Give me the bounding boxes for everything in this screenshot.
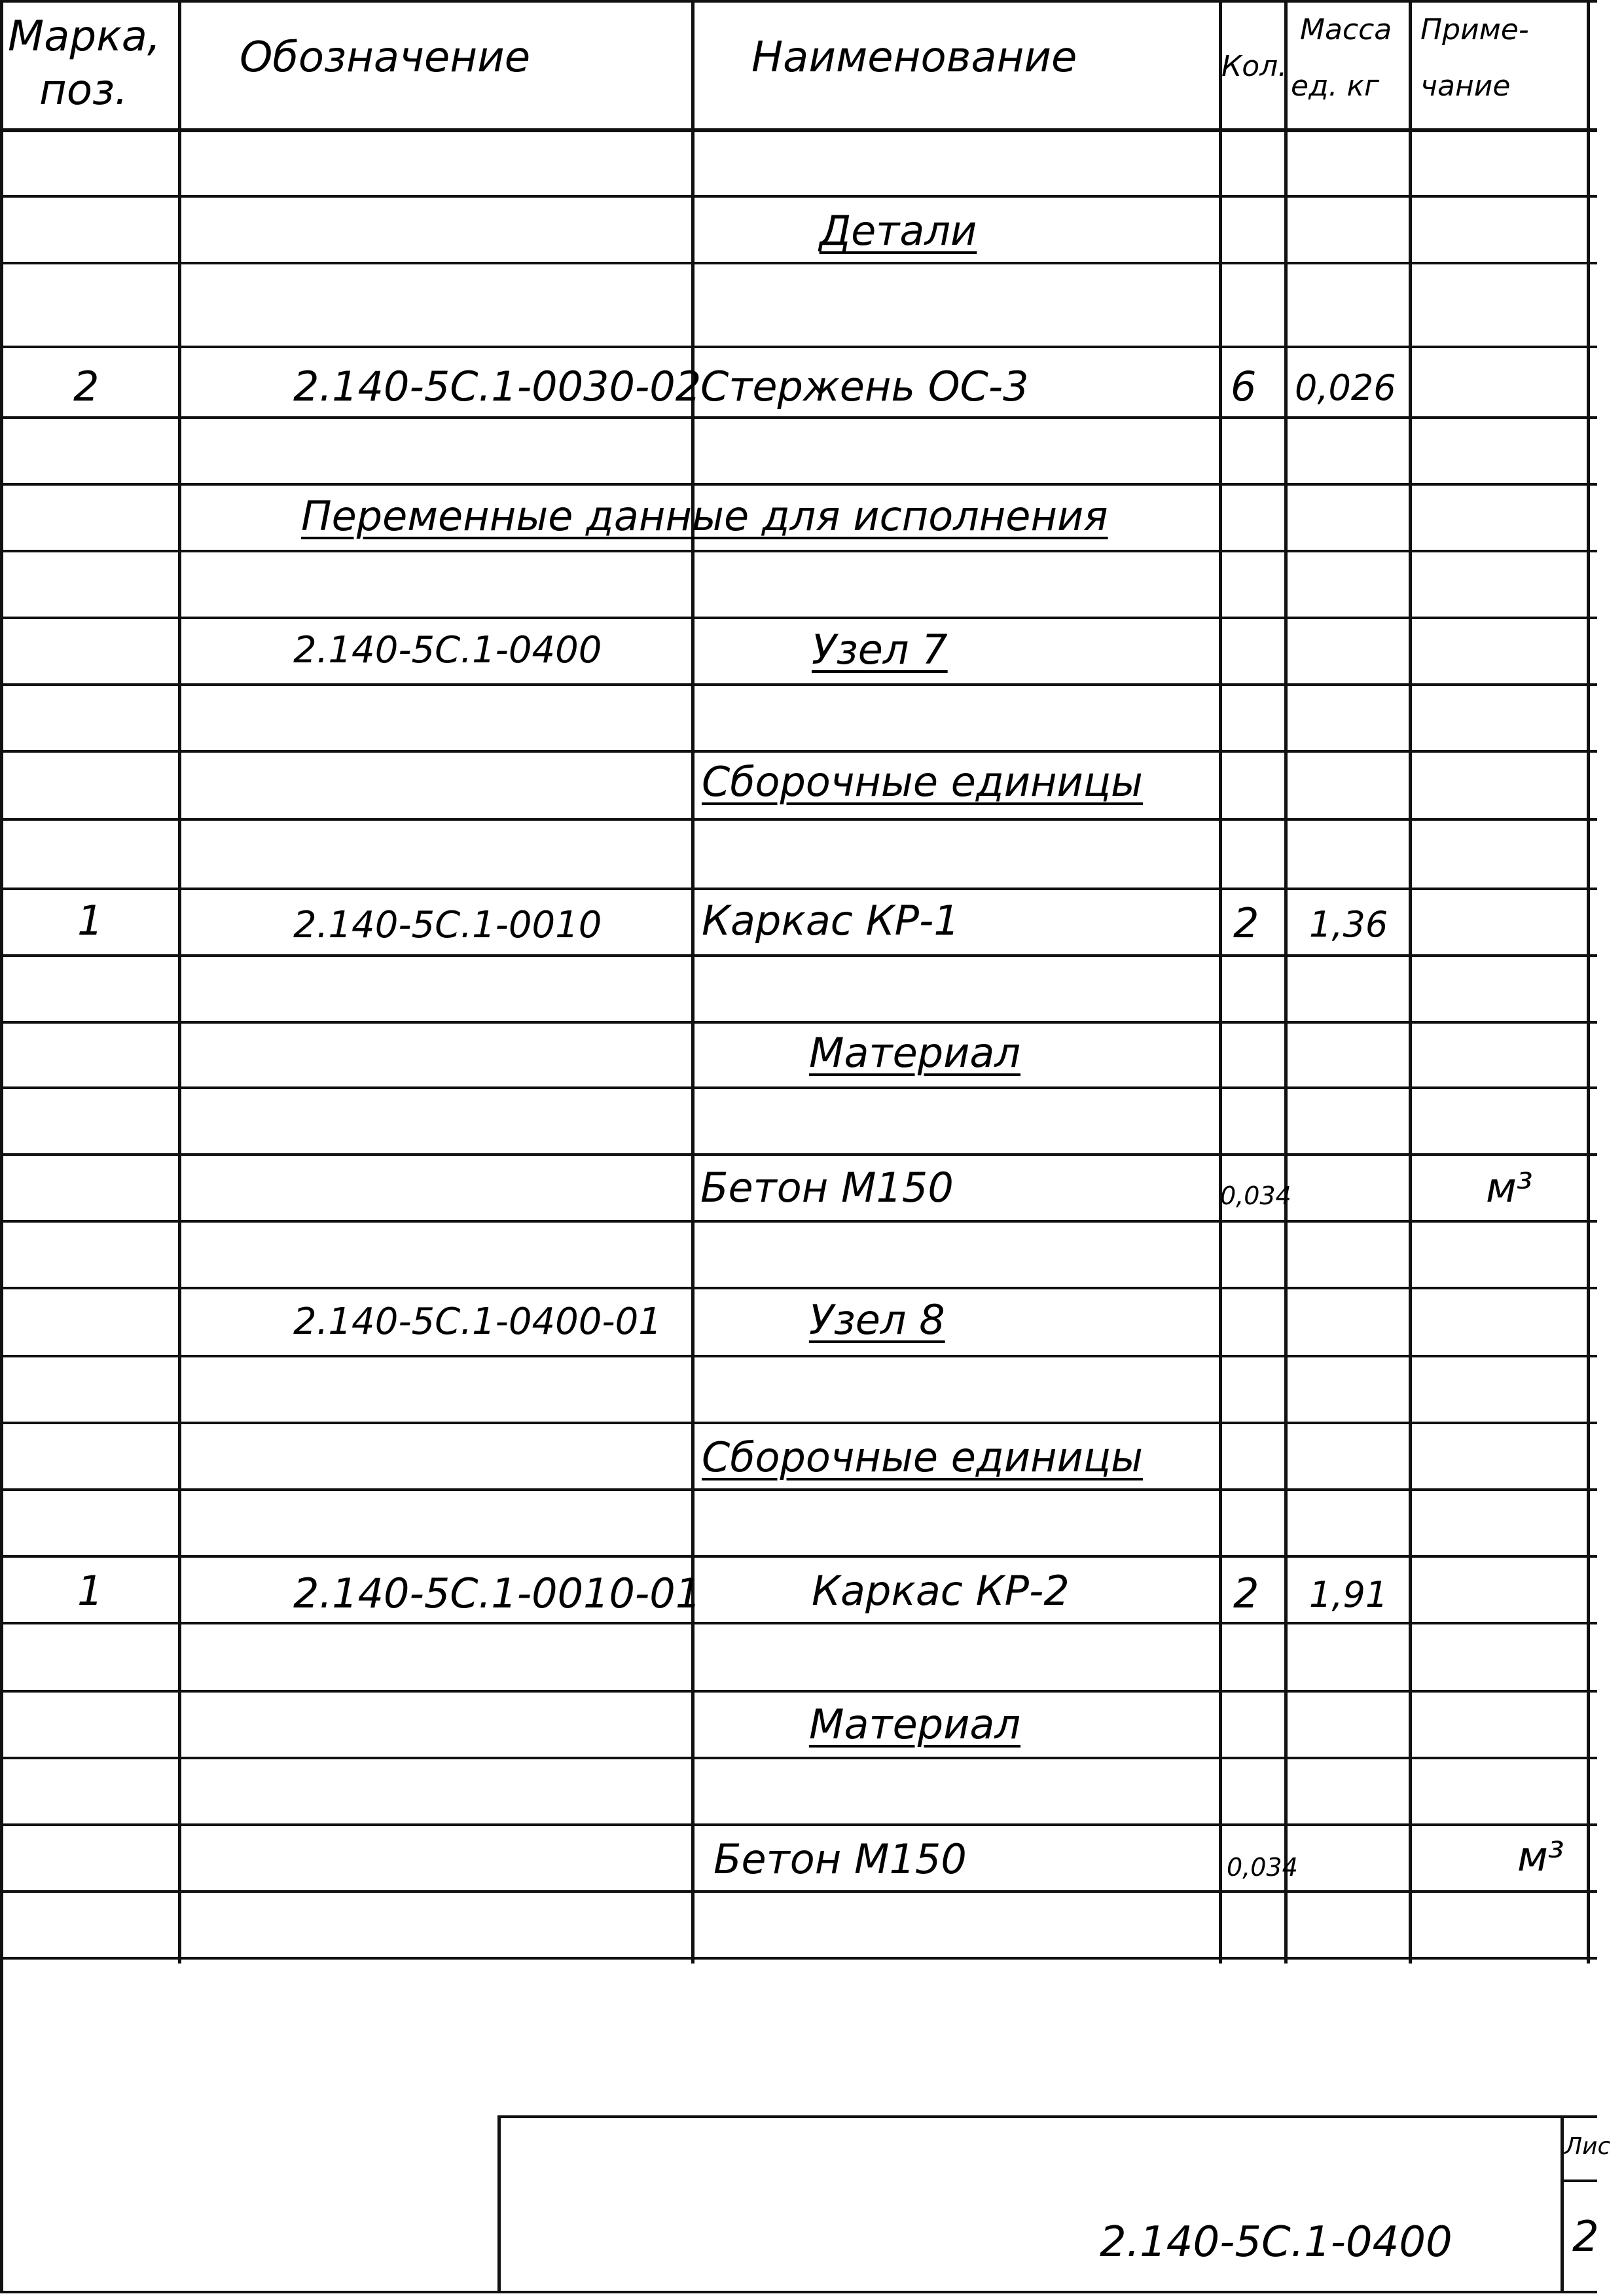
row-line	[0, 954, 1597, 957]
row-line	[0, 346, 1597, 348]
column-divider	[1409, 0, 1412, 1964]
column-divider	[178, 0, 181, 1964]
row-line	[0, 262, 1597, 264]
row-line	[0, 1355, 1597, 1357]
header-name: Наименование	[751, 33, 1077, 82]
row-line	[0, 617, 1597, 619]
title-block-sheet-number: 2	[1572, 2213, 1599, 2261]
row-line	[0, 1086, 1597, 1089]
row-line	[0, 683, 1597, 686]
row-line	[0, 1488, 1597, 1491]
node7-name: Узел 7	[812, 626, 948, 673]
r1-name: Стержень ОС-3	[700, 363, 1029, 410]
title-block-top	[497, 2115, 1597, 2118]
section-assembly-2: Сборочные единицы	[702, 1433, 1144, 1481]
section-assembly-1: Сборочные единицы	[702, 758, 1144, 806]
row-line	[0, 1422, 1597, 1424]
r2-mass: 1,36	[1309, 904, 1388, 945]
r4-pos: 1	[77, 1567, 103, 1615]
border-right	[1587, 0, 1590, 1964]
r2-qty: 2	[1233, 899, 1259, 947]
row-line	[0, 1021, 1597, 1024]
border-bottom	[0, 2291, 1597, 2293]
row-line	[0, 1220, 1597, 1223]
header-mark-pos-line1: Марка,	[8, 12, 161, 61]
header-mark-pos-line2: поз.	[39, 66, 128, 115]
r1-qty: 6	[1231, 363, 1257, 410]
header-qty: Кол.	[1221, 50, 1288, 83]
node8-designation: 2.140-5С.1-0400-01	[293, 1300, 662, 1343]
row-line	[0, 1555, 1597, 1558]
header-designation: Обозначение	[240, 33, 531, 82]
r4-name: Каркас КР-2	[812, 1567, 1070, 1615]
border-top	[0, 0, 1597, 3]
row-line	[0, 1957, 1597, 1960]
r2-designation: 2.140-5С.1-0010	[293, 904, 602, 946]
r1-mass: 0,026	[1295, 367, 1396, 408]
row-line	[0, 1823, 1597, 1826]
header-bottom-line	[0, 128, 1597, 132]
r1-pos: 2	[73, 363, 99, 410]
section-material-2: Материал	[809, 1700, 1021, 1748]
header-mass-line1: Масса	[1300, 13, 1392, 46]
node7-designation: 2.140-5С.1-0400	[293, 629, 602, 672]
row-line	[0, 750, 1597, 753]
r3-qty: 0,034	[1220, 1181, 1291, 1210]
r2-pos: 1	[77, 897, 103, 944]
section-material-1: Материал	[809, 1029, 1021, 1077]
r4-qty: 2	[1233, 1570, 1259, 1617]
r4-designation: 2.140-5С.1-0010-01	[293, 1570, 702, 1617]
column-divider	[691, 0, 695, 1964]
row-line	[0, 550, 1597, 552]
node8-name: Узел 8	[809, 1296, 945, 1344]
row-line	[0, 483, 1597, 486]
row-line	[0, 1622, 1597, 1624]
r5-note: м³	[1517, 1833, 1564, 1880]
r5-qty: 0,034	[1227, 1853, 1298, 1882]
row-line	[0, 1153, 1597, 1156]
r5-name: Бетон М150	[713, 1835, 967, 1883]
border-left	[0, 0, 3, 2293]
r4-mass: 1,91	[1309, 1574, 1388, 1615]
row-line	[0, 1757, 1597, 1759]
header-note-line1: Приме-	[1420, 13, 1529, 46]
section-details: Детали	[819, 207, 977, 255]
title-block-doc-code: 2.140-5С.1-0400	[1100, 2218, 1453, 2267]
title-block-sheet-line	[1561, 2179, 1597, 2182]
title-block-sheet-divider	[1561, 2115, 1564, 2293]
row-line	[0, 1890, 1597, 1893]
header-note-line2: чание	[1420, 69, 1511, 103]
r3-note: м³	[1486, 1164, 1533, 1211]
row-line	[0, 888, 1597, 890]
r3-name: Бетон М150	[700, 1164, 954, 1211]
r1-designation: 2.140-5С.1-0030-02	[293, 363, 702, 410]
title-block-sheet-label: Лис	[1564, 2133, 1611, 2160]
column-divider	[1284, 0, 1288, 1964]
column-divider	[1219, 0, 1222, 1964]
r2-name: Каркас КР-1	[702, 897, 960, 944]
row-line	[0, 416, 1597, 419]
row-line	[0, 1690, 1597, 1693]
row-line	[0, 818, 1597, 821]
title-block-left	[497, 2115, 501, 2293]
header-mass-line2: ед. кг	[1291, 69, 1380, 103]
variable-data-heading: Переменные данные для исполнения	[301, 492, 1108, 540]
row-line	[0, 195, 1597, 198]
row-line	[0, 1287, 1597, 1289]
